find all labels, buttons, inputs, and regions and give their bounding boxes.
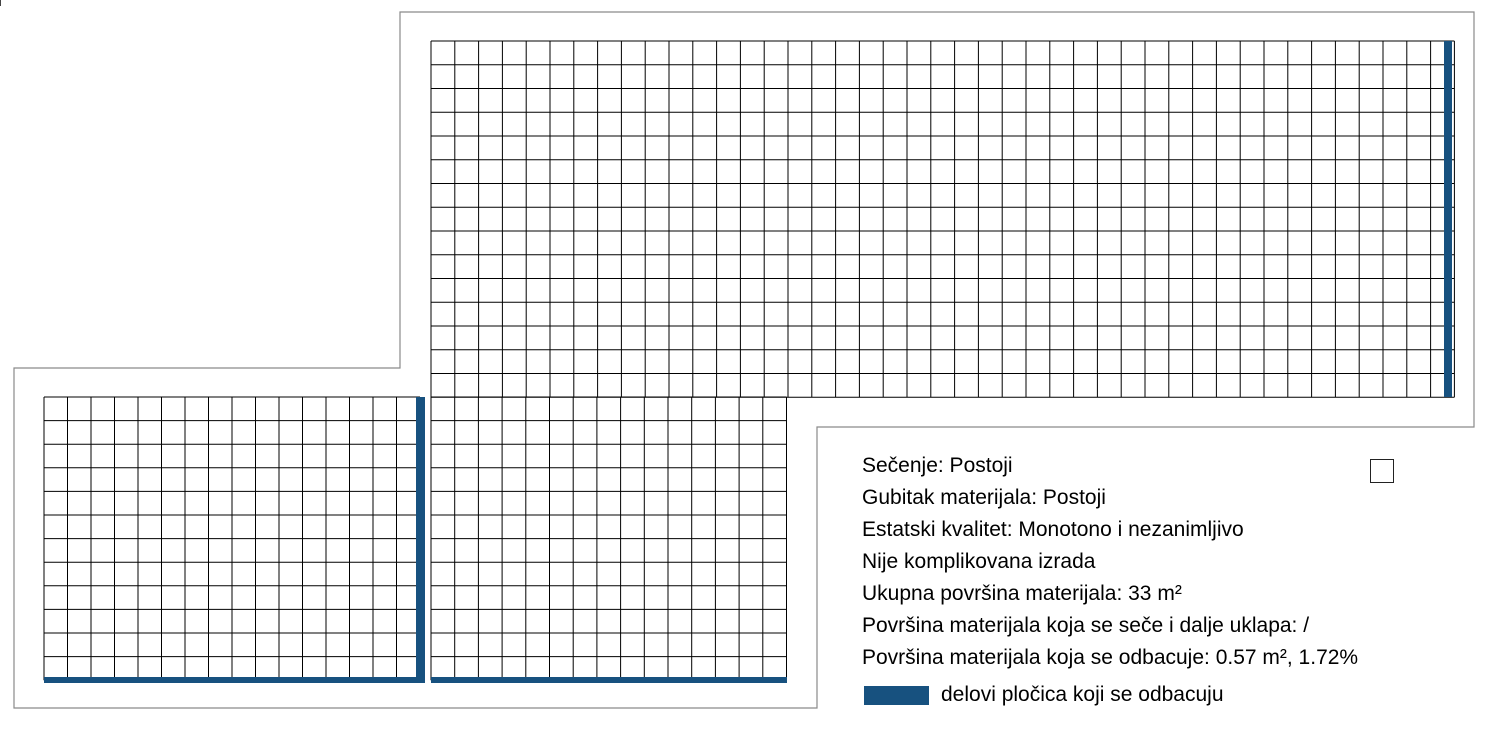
waste-strip-upper-right [1444, 41, 1452, 397]
legend [864, 683, 1224, 707]
corner-mark [0, 0, 4, 6]
waste-strip-left-bottom [44, 677, 416, 683]
waste-strip-middle-bottom [431, 677, 787, 683]
legend-label: delovi pločica koji se odbacuju [941, 683, 1224, 706]
cut-fitted-area-info: Površina materijala koja se seče i dalje uklapa: / [862, 614, 1310, 637]
complexity-info: Nije komplikovana izrada [862, 550, 1096, 573]
checkbox[interactable] [1370, 459, 1394, 483]
aesthetic-quality-info: Estatski kvalitet: Monotono i nezanimljivo [862, 518, 1244, 541]
waste-strip-left-right [416, 397, 425, 683]
material-loss-info: Gubitak materijala: Postoji [862, 486, 1106, 509]
tile-grid-upper [431, 41, 1454, 397]
tile-grid-middle [431, 397, 787, 680]
waste-swatch-icon [864, 686, 929, 705]
total-area-info: Ukupna površina materijala: 33 m² [862, 582, 1182, 605]
discarded-area-info: Površina materijala koja se odbacuje: 0.57 m², 1.72% [862, 646, 1359, 669]
cutting-info: Sečenje: Postoji [862, 454, 1013, 477]
tile-grid-left [44, 397, 420, 680]
info-panel [862, 450, 1358, 674]
